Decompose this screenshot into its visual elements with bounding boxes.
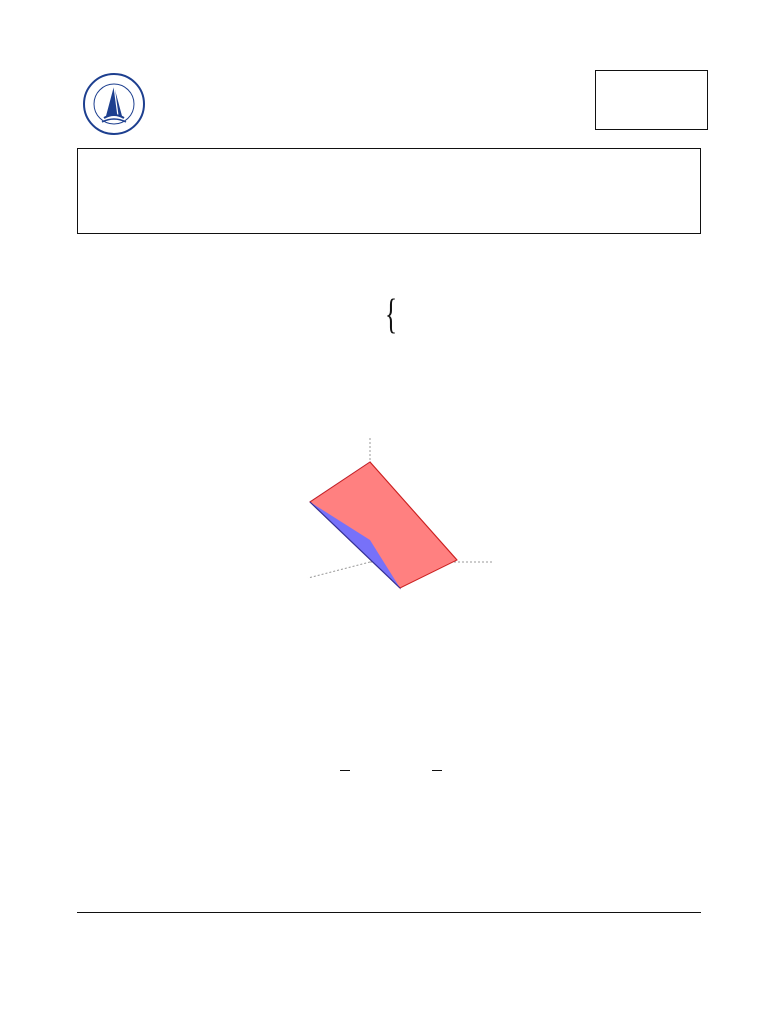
q3-substitution bbox=[316, 770, 486, 806]
archive-box bbox=[595, 70, 708, 130]
q3-frac2-num bbox=[432, 770, 442, 771]
footer-divider bbox=[77, 912, 701, 913]
brace-icon: { bbox=[385, 292, 398, 338]
solid-figure bbox=[270, 430, 515, 600]
q3-frac1-num bbox=[340, 770, 350, 771]
exam-info-box bbox=[77, 148, 701, 234]
university-logo bbox=[80, 72, 152, 138]
